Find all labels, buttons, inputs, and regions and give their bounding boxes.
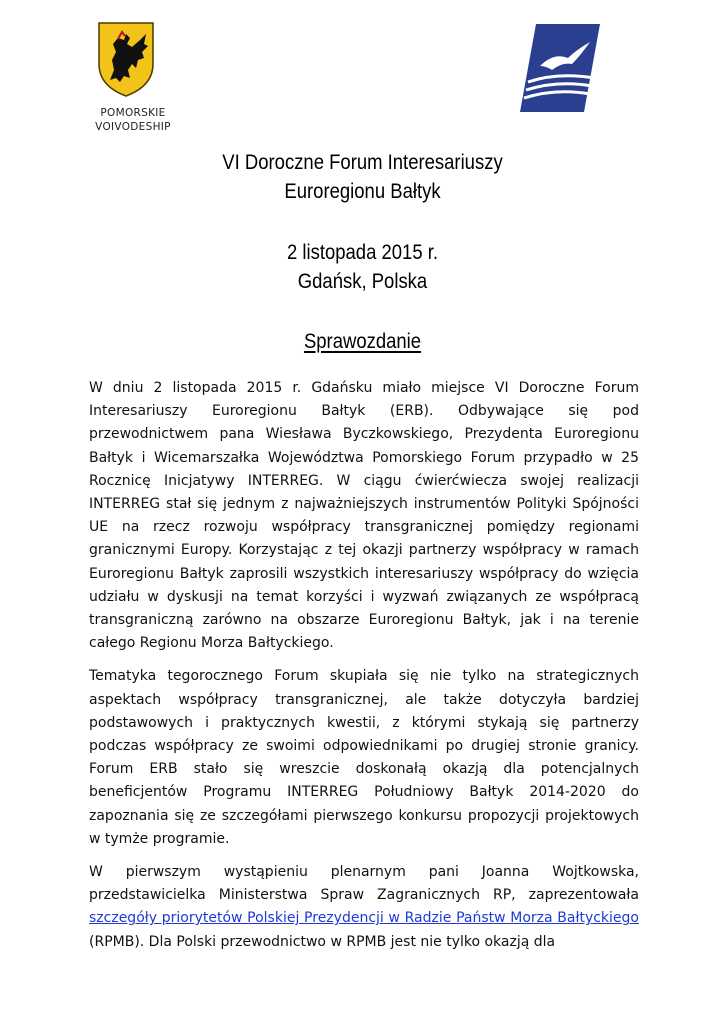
document-title-block [0, 148, 725, 356]
pomorskie-voivodeship-logo [88, 20, 178, 138]
paragraph-3 [89, 861, 639, 954]
paragraph-1: W dniu 2 listopada 2015 r. Gdańsku miało miejsce VI Doroczne Forum Interesariuszy Euroregionu Bałtyk (ERB). Odbywające się pod przewodnictwem pana Wiesława Byczkowskiego, Prezydenta Euroregionu Bałtyk i Wicemarszałka Województwa Pomorskiego Forum przypadło w 25 Rocznicę Inicjatywy INTERREG. W ciągu ćwierćwiecza swojej realizacji INTERREG stał się jednym z najważniejszych instrumentów Polityki Spójności UE na rzecz rozwoju współpracy transgranicznej pomiędzy regionami granicznymi Europy. Korzystając z tej okazji partnerzy współpracy w ramach Euroregionu Bałtyk zaprosili wszystkich interesariuszy współpracy do wzięcia udziału w dyskusji na temat korzyści i wyzwań związanych ze współpracą transgraniczną zarówno na obszarze Euroregionu Bałtyk, jak i na terenie całego Regionu Morza Bałtyckiego. [89, 380, 639, 652]
report-body [89, 377, 639, 964]
euroregion-baltic-seagull-logo [518, 22, 602, 114]
griffin-crest-icon [96, 20, 156, 98]
title-line1: VI Doroczne Forum Interesariuszy [222, 151, 503, 174]
presidency-priorities-link[interactable]: szczegóły priorytetów Polskiej Prezydencji w Radzie Państw Morza Bałtyckiego [89, 910, 639, 927]
paragraph-3-start: W pierwszym wystąpieniu plenarnym pani Joanna Wojtkowska, przedstawicielka Ministerstwa Spraw Zagranicznych RP, zaprezentowała [89, 864, 639, 904]
title-line2: Euroregionu Bałtyk [284, 180, 441, 203]
paragraph-3-end: (RPMB). Dla Polski przewodnictwo w RPMB jest nie tylko okazją dla [89, 933, 556, 950]
event-date: 2 listopada 2015 r. [286, 241, 439, 264]
paragraph-2: Tematyka tegorocznego Forum skupiała się nie tylko na strategicznych aspektach współpracy transgranicznej, ale także dotyczyła bardziej podstawowych i praktycznych kwestii, z którymi stykają się partnerzy podczas współpracy ze swoimi odpowiednikami po drugiej stronie granicy. Forum ERB stało się wreszcie doskonałą okazją dla potencjalnych beneficjentów Programu INTERREG Południowy Bałtyk 2014-2020 do zapoznania się ze szczegółami pierwszego konkursu propozycji projektowych w tymże programie. [89, 668, 639, 847]
logo-caption-line2: VOIVODESHIP [95, 121, 171, 133]
report-heading: Sprawozdanie [303, 330, 422, 353]
event-place: Gdańsk, Polska [297, 270, 428, 293]
logo-caption-line1: POMORSKIE [100, 107, 166, 119]
